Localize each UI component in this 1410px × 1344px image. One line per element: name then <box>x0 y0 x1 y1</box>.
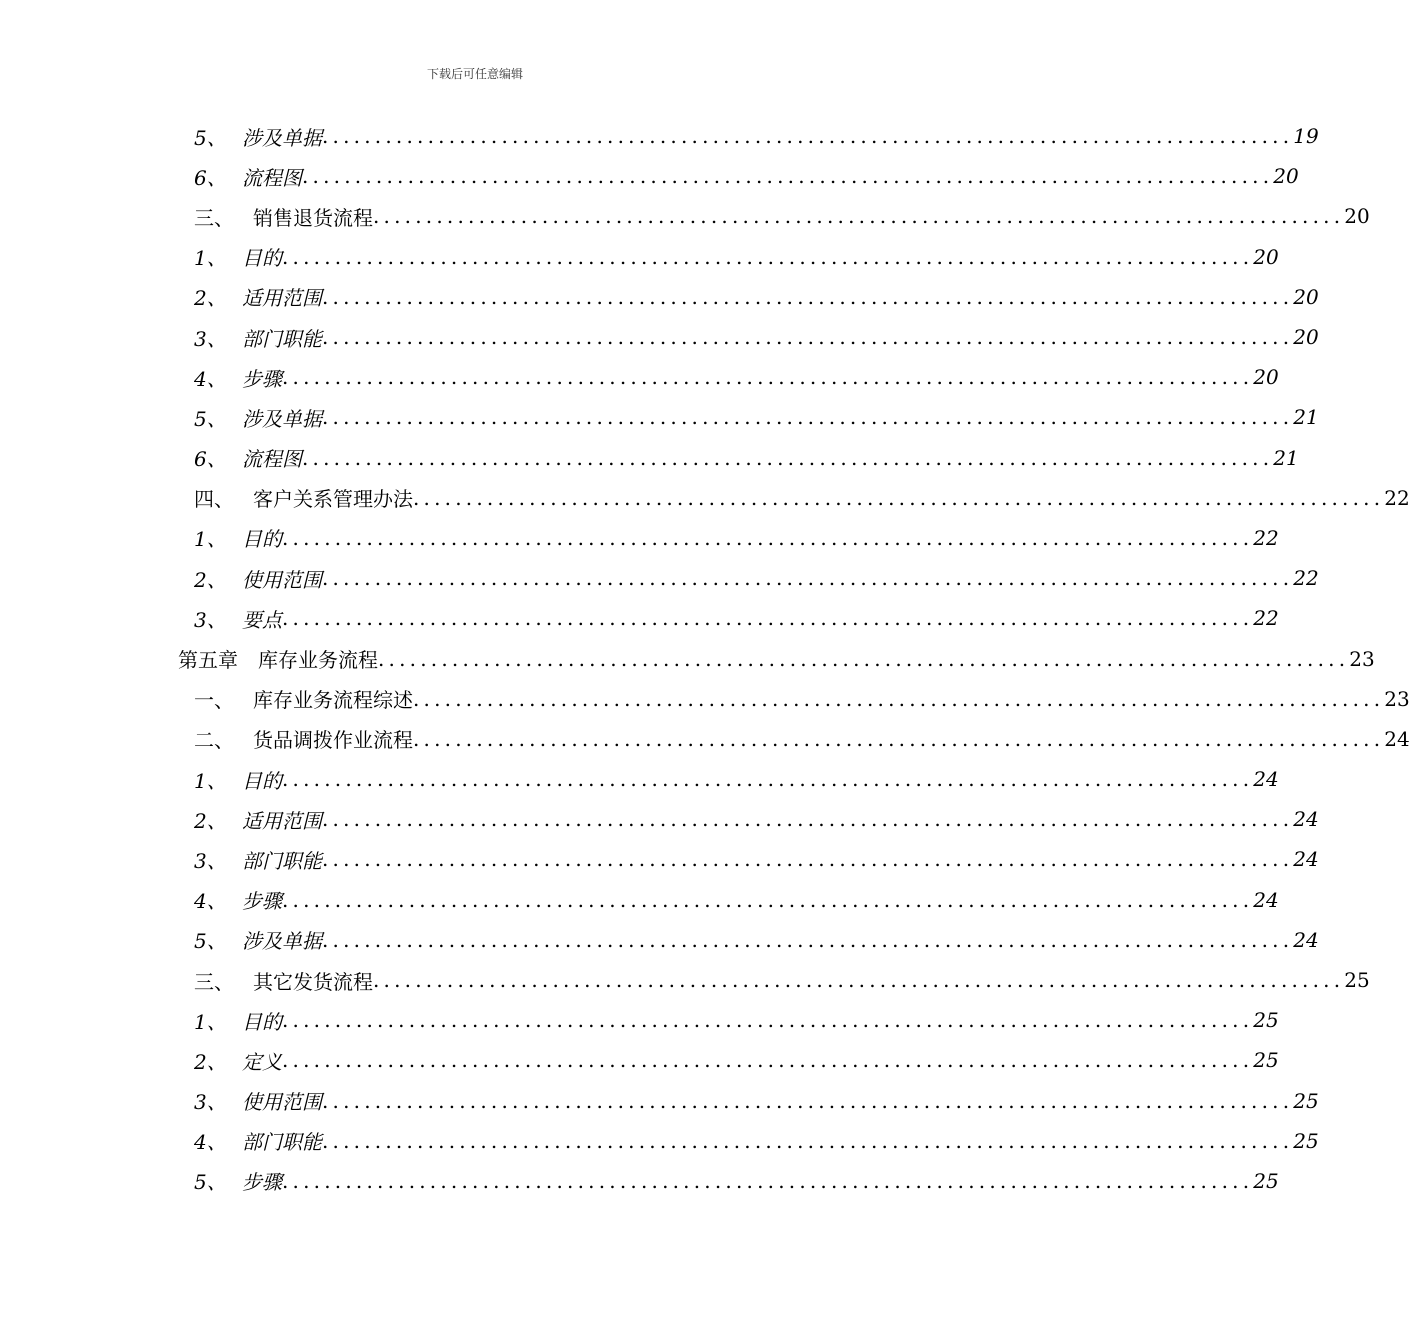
toc-entry[interactable] <box>0 759 1279 799</box>
toc-entry-title: 部门职能 <box>242 1130 322 1155</box>
toc-entry-number: 三、 <box>194 969 234 994</box>
toc-entry-title: 步骤 <box>242 889 282 914</box>
toc-dot-leader: ............................................................................................ <box>322 1088 1294 1113</box>
toc-entry-number: 第五章 <box>178 648 238 673</box>
toc-entry-page-number: 22 <box>1384 485 1410 510</box>
toc-entry-page-number: 24 <box>1253 887 1279 912</box>
toc-entry-number: 1、 <box>194 527 227 552</box>
toc-entry-number: 2、 <box>194 1049 227 1074</box>
toc-entry-number: 5、 <box>194 929 227 954</box>
toc-entry[interactable] <box>0 438 1299 478</box>
toc-dot-leader: ............................................................................................ <box>322 325 1294 350</box>
toc-entry-title: 库存业务流程综述 <box>253 688 413 713</box>
toc-entry[interactable] <box>0 317 1319 357</box>
toc-dot-leader: ............................................................................................ <box>282 1168 1254 1193</box>
toc-entry-page-number: 20 <box>1293 325 1319 350</box>
toc-dot-leader: ............................................................................................ <box>413 686 1385 711</box>
toc-dot-leader: ............................................................................................ <box>282 365 1254 390</box>
toc-entry-title: 目的 <box>242 1009 282 1034</box>
toc-entry-page-number: 24 <box>1253 767 1279 792</box>
toc-entry[interactable] <box>0 880 1279 920</box>
toc-entry[interactable] <box>0 196 1370 236</box>
toc-dot-leader: ............................................................................................ <box>413 726 1385 751</box>
toc-entry-number: 6、 <box>194 165 227 190</box>
toc-entry-title: 货品调拨作业流程 <box>253 728 413 753</box>
toc-entry-title: 部门职能 <box>242 848 322 873</box>
toc-entry-title: 销售退货流程 <box>253 205 373 230</box>
toc-entry-page-number: 23 <box>1349 646 1375 671</box>
toc-entry-title: 其它发货流程 <box>253 969 373 994</box>
toc-entry[interactable] <box>0 116 1319 156</box>
toc-entry[interactable] <box>0 277 1319 317</box>
toc-entry-number: 1、 <box>194 246 227 271</box>
toc-entry-number: 1、 <box>194 768 227 793</box>
toc-entry-number: 4、 <box>194 366 227 391</box>
toc-dot-leader: ............................................................................................ <box>322 284 1294 309</box>
toc-dot-leader: ............................................................................................ <box>322 807 1294 832</box>
toc-dot-leader: ............................................................................................ <box>282 767 1254 792</box>
toc-entry-number: 二、 <box>194 728 234 753</box>
toc-entry-number: 6、 <box>194 447 227 472</box>
toc-entry[interactable] <box>0 598 1279 638</box>
toc-entry[interactable] <box>0 558 1319 598</box>
toc-entry[interactable] <box>0 799 1319 839</box>
toc-entry-number: 2、 <box>194 286 227 311</box>
toc-entry-page-number: 22 <box>1253 606 1279 631</box>
toc-dot-leader: ............................................................................................ <box>282 606 1254 631</box>
toc-entry-title: 要点 <box>242 607 282 632</box>
toc-entry-number: 4、 <box>194 1130 227 1155</box>
toc-entry-number: 3、 <box>194 607 227 632</box>
toc-entry[interactable] <box>0 1040 1279 1080</box>
toc-entry-number: 5、 <box>194 125 227 150</box>
toc-dot-leader: ............................................................................................ <box>373 968 1345 993</box>
toc-entry[interactable] <box>0 920 1319 960</box>
toc-entry-page-number: 20 <box>1253 365 1279 390</box>
toc-entry-page-number: 25 <box>1253 1008 1279 1033</box>
toc-entry-title: 库存业务流程 <box>258 648 378 673</box>
toc-entry-title: 涉及单据 <box>242 125 322 150</box>
toc-dot-leader: ............................................................................................ <box>282 887 1254 912</box>
toc-entry-title: 使用范围 <box>242 567 322 592</box>
toc-entry[interactable] <box>0 719 1410 759</box>
toc-entry-title: 客户关系管理办法 <box>253 487 413 512</box>
toc-entry-page-number: 23 <box>1384 686 1410 711</box>
toc-entry-title: 目的 <box>242 527 282 552</box>
toc-entry[interactable] <box>0 960 1370 1000</box>
toc-entry-page-number: 24 <box>1293 927 1319 952</box>
toc-entry-title: 适用范围 <box>242 286 322 311</box>
toc-entry[interactable] <box>0 237 1279 277</box>
toc-entry-number: 2、 <box>194 567 227 592</box>
toc-dot-leader: ............................................................................................ <box>373 204 1345 229</box>
toc-entry-title: 适用范围 <box>242 808 322 833</box>
toc-entry[interactable] <box>0 1000 1279 1040</box>
toc-entry-number: 1、 <box>194 1009 227 1034</box>
toc-entry[interactable] <box>0 679 1410 719</box>
toc-entry-page-number: 19 <box>1293 124 1319 149</box>
toc-entry-page-number: 20 <box>1344 204 1370 229</box>
toc-entry-title: 涉及单据 <box>242 406 322 431</box>
toc-entry-title: 目的 <box>242 768 282 793</box>
toc-entry-title: 部门职能 <box>242 326 322 351</box>
toc-entry-number: 3、 <box>194 1090 227 1115</box>
toc-entry-page-number: 25 <box>1344 968 1370 993</box>
toc-entry-page-number: 25 <box>1253 1048 1279 1073</box>
toc-entry-number: 4、 <box>194 889 227 914</box>
toc-entry-number: 一、 <box>194 688 234 713</box>
toc-entry-page-number: 24 <box>1293 807 1319 832</box>
toc-entry-number: 四、 <box>194 487 234 512</box>
toc-entry[interactable] <box>0 1121 1319 1161</box>
toc-entry-number: 5、 <box>194 406 227 431</box>
toc-entry-title: 使用范围 <box>242 1090 322 1115</box>
toc-dot-leader: ............................................................................................ <box>282 244 1254 269</box>
toc-entry-page-number: 20 <box>1293 284 1319 309</box>
toc-dot-leader: ............................................................................................ <box>413 485 1385 510</box>
toc-entry-page-number: 24 <box>1293 847 1319 872</box>
toc-dot-leader: ............................................................................................ <box>322 927 1294 952</box>
toc-entry[interactable] <box>0 518 1279 558</box>
toc-dot-leader: ............................................................................................ <box>282 1008 1254 1033</box>
toc-entry-page-number: 20 <box>1253 244 1279 269</box>
toc-dot-leader: ............................................................................................ <box>322 405 1294 430</box>
toc-entry-title: 定义 <box>242 1049 282 1074</box>
toc-dot-leader: ............................................................................................ <box>282 1048 1254 1073</box>
toc-dot-leader: ............................................................................................ <box>322 1128 1294 1153</box>
toc-entry-page-number: 22 <box>1253 525 1279 550</box>
toc-entry-page-number: 25 <box>1293 1088 1319 1113</box>
toc-dot-leader: ............................................................................................ <box>302 164 1274 189</box>
toc-entry-number: 3、 <box>194 326 227 351</box>
toc-entry-number: 3、 <box>194 848 227 873</box>
toc-dot-leader: ............................................................................................ <box>302 445 1274 470</box>
toc-entry[interactable] <box>0 839 1319 879</box>
toc-entry-title: 流程图 <box>242 165 302 190</box>
page-header: 下载后可任意编辑 <box>426 67 523 81</box>
toc-entry-page-number: 21 <box>1293 405 1319 430</box>
toc-entry[interactable] <box>0 357 1279 397</box>
table-of-contents <box>0 116 1410 1201</box>
toc-entry-page-number: 24 <box>1384 726 1410 751</box>
toc-entry-title: 涉及单据 <box>242 929 322 954</box>
toc-dot-leader: ............................................................................................ <box>322 847 1294 872</box>
toc-entry-title: 流程图 <box>242 447 302 472</box>
toc-entry[interactable] <box>0 478 1410 518</box>
toc-entry-title: 步骤 <box>242 366 282 391</box>
toc-entry-page-number: 25 <box>1253 1168 1279 1193</box>
toc-entry-number: 5、 <box>194 1170 227 1195</box>
toc-entry[interactable] <box>0 638 1375 678</box>
toc-entry-title: 步骤 <box>242 1170 282 1195</box>
toc-dot-leader: ............................................................................................ <box>322 566 1294 591</box>
toc-entry-page-number: 25 <box>1293 1128 1319 1153</box>
toc-entry-page-number: 20 <box>1273 164 1299 189</box>
toc-entry-number: 三、 <box>194 205 234 230</box>
toc-dot-leader: ............................................................................................ <box>378 646 1350 671</box>
toc-entry[interactable] <box>0 1161 1279 1201</box>
toc-entry[interactable] <box>0 397 1319 437</box>
toc-dot-leader: ............................................................................................ <box>282 525 1254 550</box>
toc-entry-page-number: 21 <box>1273 445 1299 470</box>
toc-entry[interactable] <box>0 156 1299 196</box>
toc-entry-title: 目的 <box>242 246 282 271</box>
toc-entry-number: 2、 <box>194 808 227 833</box>
toc-entry[interactable] <box>0 1081 1319 1121</box>
toc-entry-page-number: 22 <box>1293 566 1319 591</box>
toc-dot-leader: ............................................................................................ <box>322 124 1294 149</box>
